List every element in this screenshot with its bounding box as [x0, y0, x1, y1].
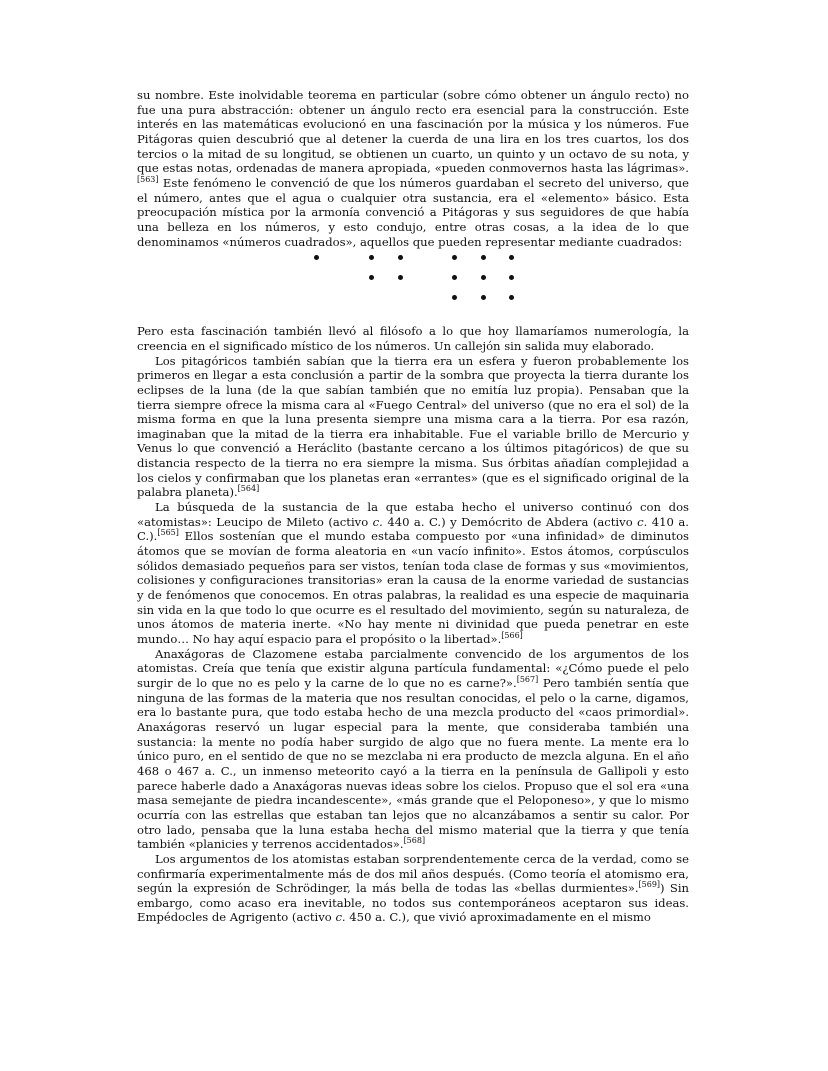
paragraph-4-text-d: Ellos sostenían que el mundo estaba compuesto por «una infinidad» de diminutos átomos que se movían de forma aleatoria en «un vacío infinito». Estos átomos, corpúsculos sólidos demasiado pequeños para ser vistos, tenían toda clase de formas y sus «movimientos, colisiones y configuraciones transitorias» eran la causa de la enorme variedad de sustancias y de fenómenos que conocemos. En otras palabras, la realidad es una especie de maquinaria sin vida en la que todo lo que ocurre es el resultado del movimiento, según su naturaleza, de unos átomos de materia inerte. «No hay mente ni divinidad que pueda penetrar en este mundo… No hay aquí espacio para el propósito o la libertad». — [137, 529, 689, 646]
circa-abbrev: c. — [335, 910, 346, 925]
square-number-dot — [509, 295, 514, 300]
footnote-ref-564[interactable]: [564] — [237, 484, 260, 494]
page-text — [137, 88, 689, 925]
paragraph-1-text-a: su nombre. Este inolvidable teorema en particular (sobre cómo obtener un ángulo recto) no fue una pura abstracción: obtener un ángulo recto era esencial para la construcción. Este interés en las matemáticas evolucionó en una fascinación por la música y los números. Fue Pitágoras quien descubrió que al detener la cuerda de una lira en los tres cuartos, los dos tercios o la mitad de su longitud, se obtienen un cuarto, un quinto y un octavo de su nota, y que estas notas, ordenadas de manera apropiada, «pueden conmovernos hasta las lágrimas». — [137, 88, 689, 176]
square-number-dot — [452, 275, 457, 280]
square-number-dot — [509, 255, 514, 260]
footnote-ref-566[interactable]: [566] — [501, 631, 523, 640]
footnote-ref-568[interactable]: [568] — [403, 836, 426, 846]
circa-abbrev: c. — [372, 514, 383, 529]
paragraph-6-text-c: 450 a. C.), que vivió aproximadamente en el mismo — [345, 910, 651, 925]
paragraph-2-text: Pero esta fascinación también llevó al filósofo a lo que hoy llamaríamos numerología, la creencia en el significado místico de los números. Un callejón sin salida muy elaborado. — [137, 324, 689, 353]
footnote-ref-563[interactable]: [563] — [137, 174, 159, 184]
square-number-dot — [481, 295, 486, 300]
square-number-dot — [452, 295, 457, 300]
footnote-ref-569[interactable]: [569] — [638, 880, 661, 890]
paragraph-5-text-a: Anaxágoras de Clazomene estaba parcialmente convencido de los argumentos de los atomistas. Creía que tenía que existir alguna partícula fundamental: «¿Cómo puede el pelo surgir de lo que no es pelo y la carne de lo que no es carne?». — [137, 646, 689, 690]
square-number-dot — [398, 275, 403, 280]
square-numbers-figure — [137, 253, 689, 321]
paragraph-4-text-b: 440 a. C.) y Demócrito de Abdera (activo — [382, 514, 638, 529]
paragraph-3 — [137, 354, 689, 501]
paragraph-4-text-c: 410 a. C.). — [137, 514, 689, 544]
paragraph-1-text-b: Este fenómeno le convenció de que los números guardaban el secreto del universo, que el número, antes que el agua o cualquier otra sustancia, era el «elemento» básico. Esta preocupación mística por la armonía convenció a Pitágoras y sus seguidores de que había una belleza en los números, y esto condujo, entre otras cosas, a la idea de lo que denominamos «números cuadrados», aquellos que pueden representar mediante cuadrados: — [137, 175, 689, 249]
square-number-dot — [369, 275, 374, 280]
square-number-dot — [398, 255, 403, 260]
paragraph-5 — [137, 647, 689, 852]
paragraph-5-text-b: Pero también sentía que ninguna de las formas de la materia que nos resultan conocidas, el pelo o la carne, digamos, era lo bastante pura, que todo estaba hecho de una mezcla producto del «caos primordial». Anaxágoras reservó un lugar especial para la mente, que consideraba también una sustancia: la mente no podía haber surgido de algo que no fuera mente. La mente era lo único puro, en el sentido de que no se mezclaba ni era producto de mezcla alguna. En el año 468 o 467 a. C., un inmenso meteorito cayó a la tierra en la península de Gallipoli y esto parece haberle dado a Anaxágoras nuevas ideas sobre los cielos. Propuso que el sol era «una masa semejante de piedra incandescente», «más grande que el Peloponeso», y que lo mismo ocurría con las estrellas que estaban tan lejos que no alcanzábamos a sentir su calor. Por otro lado, pensaba que la luna estaba hecha del mismo material que la tierra y que tenía también «planicies y terrenos accidentados». — [137, 675, 689, 852]
paragraph-3-text: Los pitagóricos también sabían que la tierra era un esfera y fueron probablemente los primeros en llegar a esta conclusión a partir de la sombra que proyecta la tierra durante los eclipses de la luna (de la que sabían también que no emitía luz propia). Pensaban que la tierra siempre ofrece la misma cara al «Fuego Central» del universo (que no era el sol) de la misma forma en que la luna presenta siempre una misma cara a la tierra. Por esa razón, imaginaban que la mitad de la tierra era inhabitable. Fue el variable brillo de Mercurio y Venus lo que convenció a Heráclito (bastante cercano a los últimos pitagóricos) de que su distancia respecto de la tierra no era siempre la misma. Sus órbitas añadían complejidad a los cielos y confirmaban que los planetas eran «errantes» (que es el significado original de la palabra planeta). — [137, 353, 689, 500]
square-number-dot — [481, 255, 486, 260]
square-number-dot — [452, 255, 457, 260]
square-number-dot — [314, 255, 319, 260]
square-number-dot — [509, 275, 514, 280]
footnote-ref-565[interactable]: [565] — [157, 528, 179, 538]
paragraph-6-text-b: ) Sin embargo, como acaso era inevitable, no todos sus contemporáneos aceptaron sus ideas. Empédocles de Agrigento (activo — [137, 881, 689, 925]
square-number-dot — [481, 275, 486, 280]
paragraph-2 — [137, 324, 689, 353]
circa-abbrev: c. — [637, 514, 648, 529]
paragraph-6 — [137, 852, 689, 925]
paragraph-6-text-a: Los argumentos de los atomistas estaban sorprendentemente cerca de la verdad, como se confirmaría experimentalmente más de dos mil años después. (Como teoría el atomismo era, según la expresión de Schrödinger, la más bella de todas las «bellas durmientes». — [137, 851, 689, 896]
paragraph-1 — [137, 88, 689, 249]
paragraph-4 — [137, 500, 689, 647]
footnote-ref-567[interactable]: [567] — [516, 674, 539, 684]
paragraph-4-text-a: La búsqueda de la sustancia de la que estaba hecho el universo continuó con dos «atomistas»: Leucipo de Mileto (activo — [137, 500, 689, 529]
square-number-dot — [369, 255, 374, 260]
